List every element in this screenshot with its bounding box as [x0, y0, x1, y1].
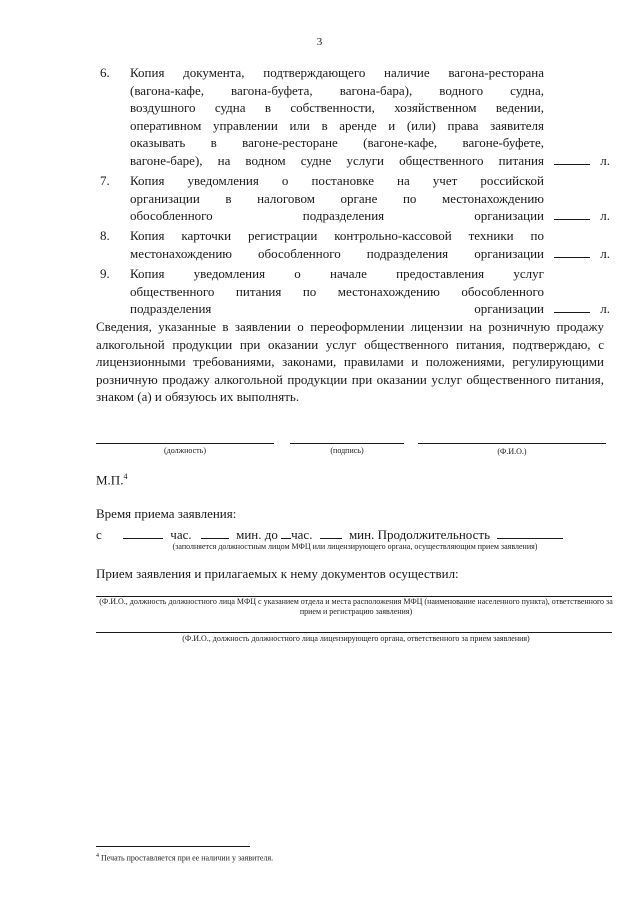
- authority-officer-caption: (Ф.И.О., должность должностного лица лицензирующего органа, ответственного за прием заявления): [182, 634, 530, 643]
- page-count-field[interactable]: л.: [554, 300, 610, 318]
- name-signature-line[interactable]: [418, 443, 606, 444]
- attachments-list: [96, 64, 610, 317]
- page-count-field[interactable]: л.: [554, 207, 610, 225]
- position-caption: (должность): [164, 446, 206, 455]
- reception-time-row: с час. мин. до час. мин. Продолжительность: [96, 526, 563, 543]
- mfc-officer-caption: (Ф.И.О., должность должностного лица МФЦ с указанием отдела и места расположения МФЦ (наименование населенного пункта), ответственного за прием и регистрацию заявления): [99, 597, 613, 616]
- page-number: 3: [316, 36, 323, 48]
- received-by-heading: Прием заявления и прилагаемых к нему документов осуществил:: [96, 566, 459, 581]
- reception-time-note: (заполняется должностным лицом МФЦ или лицензирующего органа, осуществляющим прием заявления): [172, 542, 538, 551]
- item-number: 6.: [100, 65, 110, 80]
- item-text: Копия уведомления о начале предоставления услуг общественного питания по местонахождению обособленного подразделения организации: [130, 266, 544, 316]
- signature-caption: (подпись): [330, 446, 364, 455]
- item-number: 8.: [100, 228, 110, 243]
- list-item: [96, 265, 610, 317]
- from-minutes-field[interactable]: [201, 526, 229, 539]
- item-text: Копия карточки регистрации контрольно-кассовой техники по местонахождению обособленного подразделения организации: [130, 228, 544, 261]
- page-count-field[interactable]: л.: [554, 245, 610, 263]
- page-count-field[interactable]: л.: [554, 152, 610, 170]
- to-minutes-field[interactable]: [320, 526, 342, 539]
- confirmation-paragraph: Сведения, указанные в заявлении о переоформлении лицензии на розничную продажу алкогольной продукции при оказании услуг общественного питания, подтверждаю, с лицензионными требованиями, законами, правилами и положениями, регулирующими розничную продажу алкогольной продукции при оказании услуг общественного питания, знаком (а) и обязуюсь их выполнять.: [96, 319, 604, 404]
- to-hours-field[interactable]: [281, 526, 291, 539]
- reception-time-heading: Время приема заявления:: [96, 506, 237, 521]
- footnote-ref: 4: [123, 472, 128, 481]
- item-text: Копия уведомления о постановке на учет российской организации в налоговом органе по местонахождению обособленного подразделения организации: [130, 173, 544, 223]
- item-number: 7.: [100, 173, 110, 188]
- item-text: Копия документа, подтверждающего наличие вагона-ресторана (вагона-кафе, вагона-буфета, вагона-бара), водного судна, воздушного судна в собственности, хозяйственном ведении, оперативном управлении или в аренде и (или) права заявителя оказывать в вагоне-ресторане (вагоне-кафе, вагоне-буфете, вагоне-баре), на водном судне услуги общественного питания: [130, 65, 544, 168]
- from-hours-field[interactable]: [123, 526, 163, 539]
- name-caption: (Ф.И.О.): [497, 447, 527, 456]
- position-signature-line[interactable]: [96, 443, 274, 444]
- list-item: [96, 64, 610, 169]
- item-number: 9.: [100, 266, 110, 281]
- footnote: $^4$ Печать проставляется при ее наличии у заявителя.: [96, 853, 274, 863]
- list-item: [96, 172, 610, 224]
- stamp-place: М.П.$^4$: [96, 472, 128, 488]
- footnote-separator: [96, 846, 250, 847]
- list-item: [96, 227, 610, 262]
- signature-line[interactable]: [290, 443, 404, 444]
- authority-officer-line[interactable]: [96, 632, 612, 633]
- duration-field[interactable]: [497, 526, 563, 539]
